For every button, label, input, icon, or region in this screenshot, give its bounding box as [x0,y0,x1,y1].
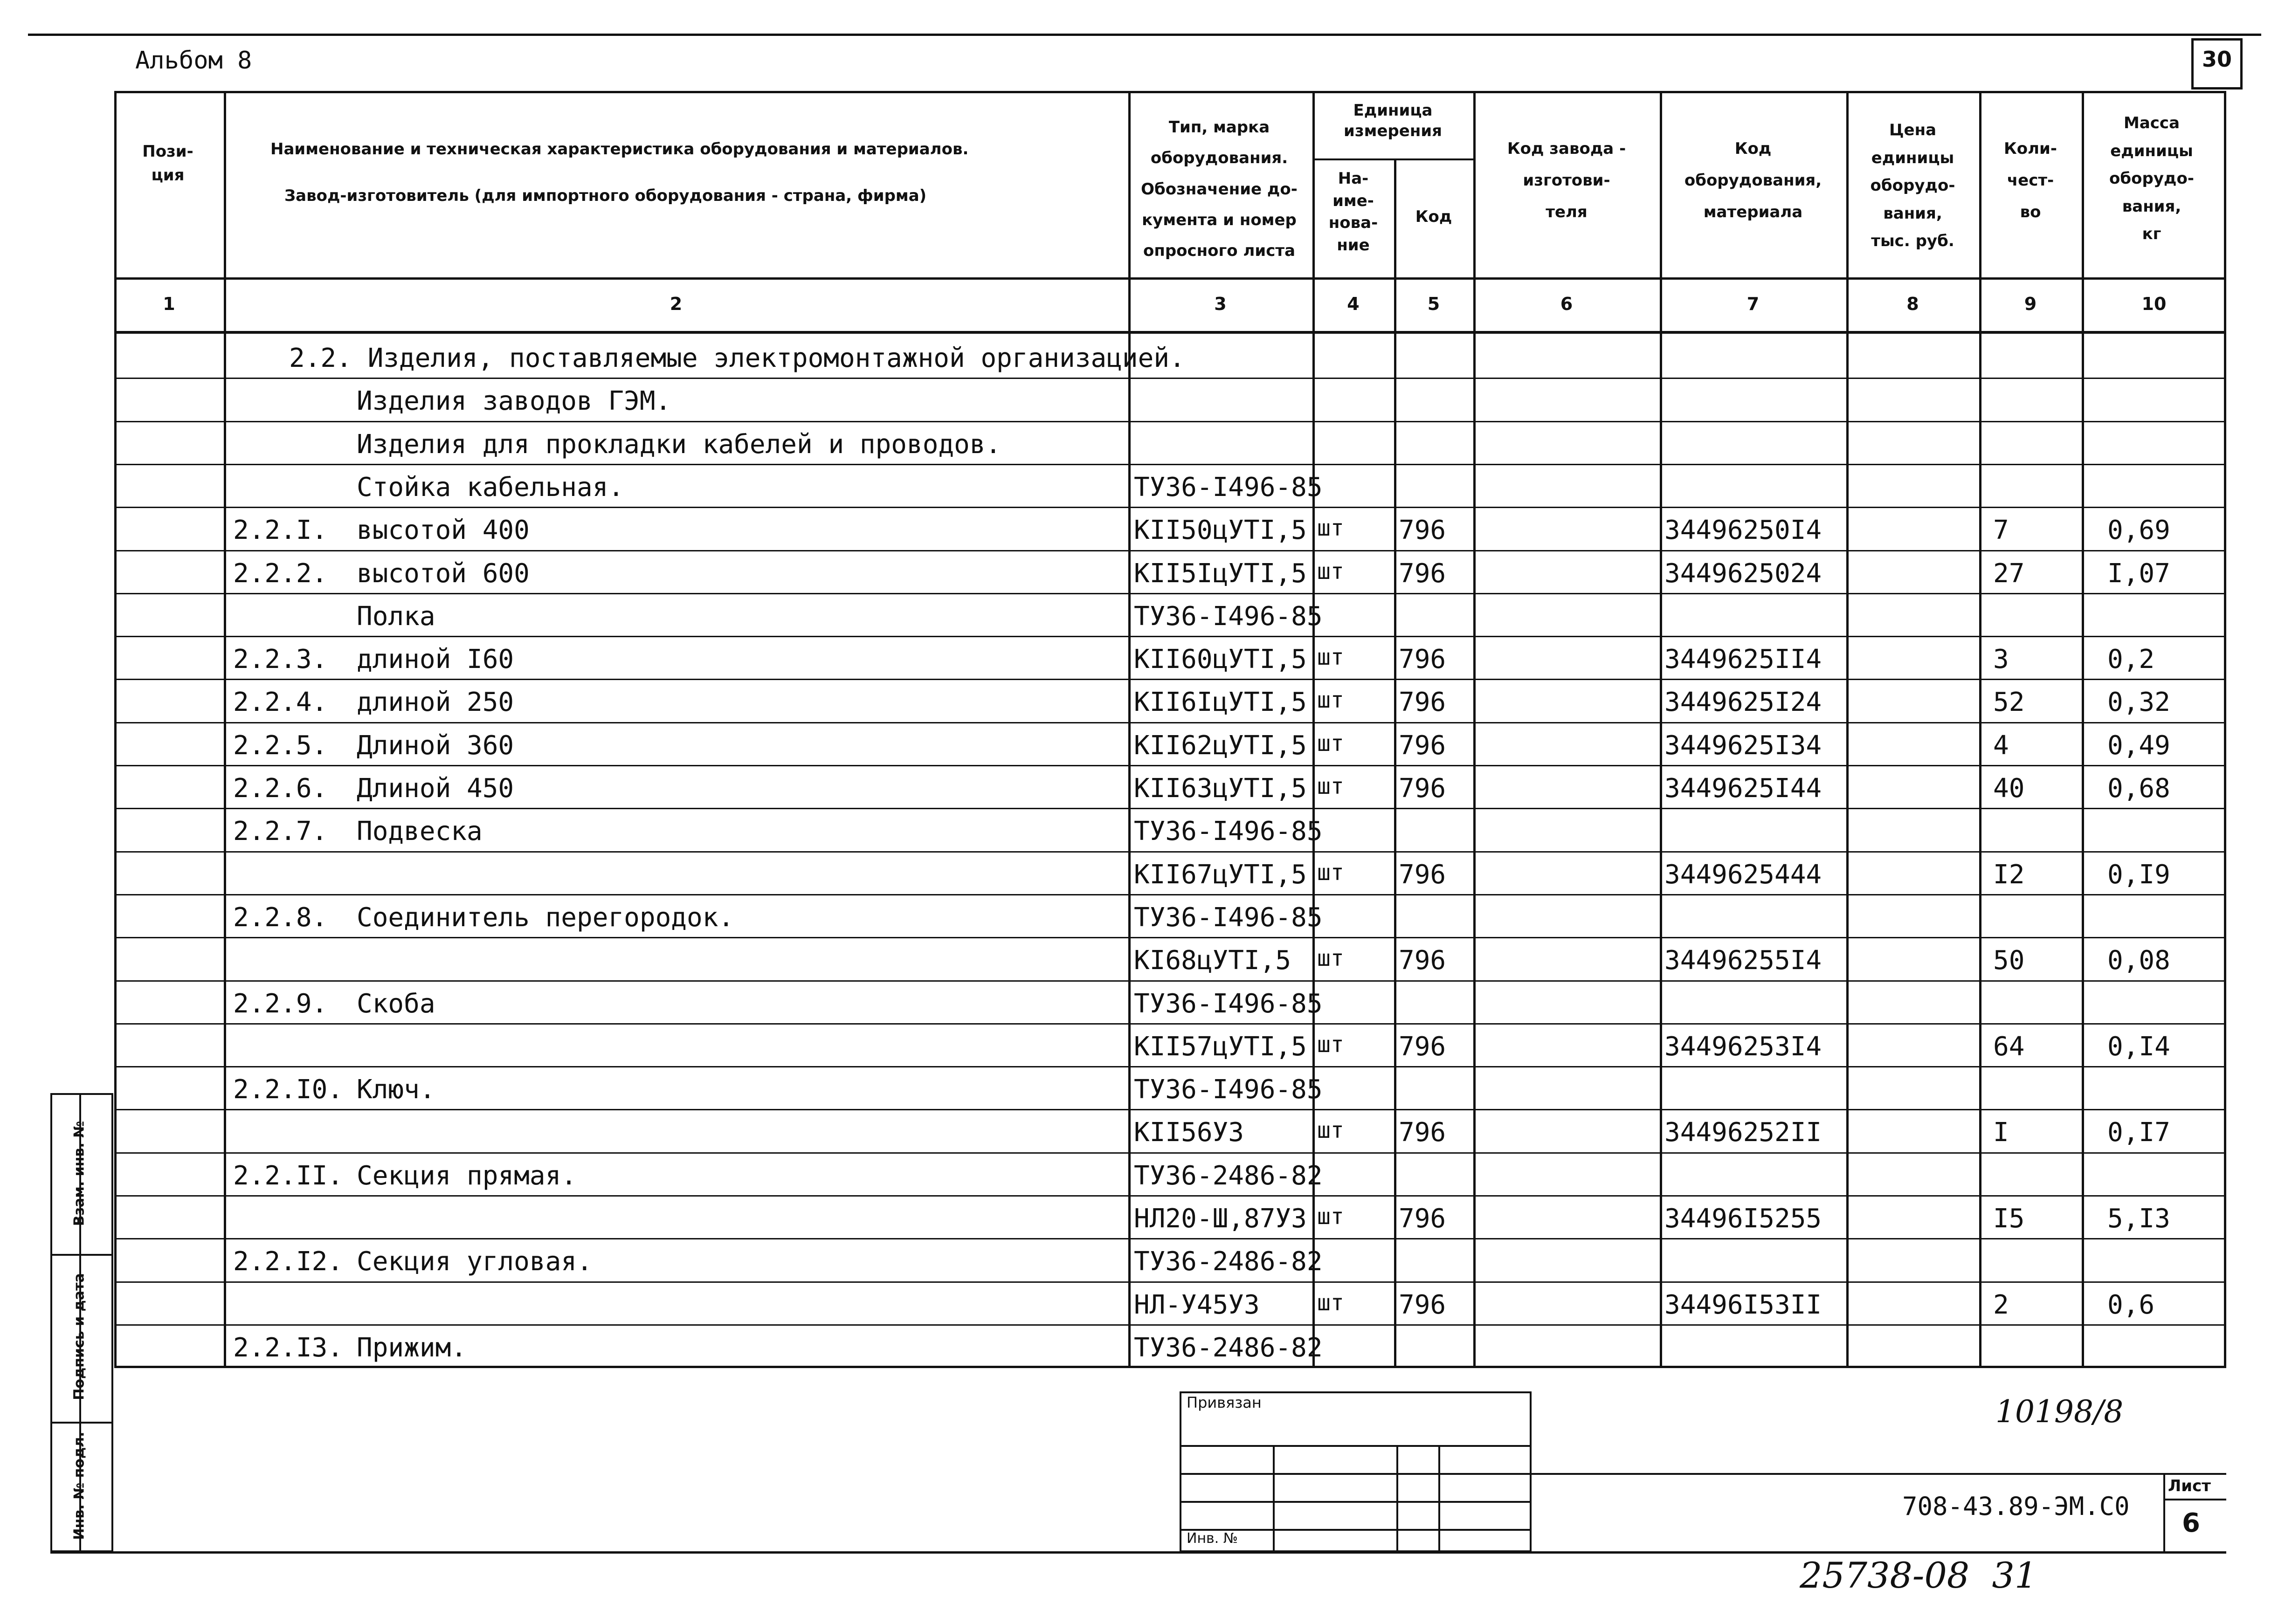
cell-unit: шт [1317,558,1344,585]
cell-type: КII50цУТI,5 [1134,515,1307,546]
cell-equipment-code: 3449625I24 [1664,687,1822,718]
cell-name: Длиной 360 [357,730,514,761]
row-line [114,1066,2226,1067]
column-divider [2082,91,2084,1368]
cell-name: Скоба [357,988,435,1019]
cell-unit: шт [1317,644,1344,671]
cell-type: ТУ36-I496-85 [1134,472,1323,502]
cell-unit-code: 796 [1399,859,1446,890]
cell-unit: шт [1317,730,1344,757]
cell-quantity: 64 [1993,1031,2025,1062]
page-number: 30 [2202,47,2232,72]
cell-type: КII5IцУТI,5 [1134,558,1307,589]
cell-equipment-code: 3449625444 [1664,859,1822,890]
col2-header-b: Завод-изготовитель (для импортного оборудования - страна, фирма) [284,186,927,205]
sheet-label: Лист [2168,1477,2211,1495]
cell-quantity: I5 [1993,1204,2025,1234]
cell-mass: 0,2 [2107,644,2155,675]
cell-quantity: 3 [1993,644,2009,675]
cell-type: ТУ36-I496-85 [1134,902,1323,933]
row-line [114,636,2226,637]
cell-equipment-code: 34496I53II [1664,1289,1822,1320]
column-divider [1979,91,1981,1368]
row-line [114,765,2226,766]
cell-name: высотой 400 [357,515,530,546]
row-line [114,593,2226,594]
column-number: 7 [1747,294,1760,314]
cell-type: ТУ36-2486-82 [1134,1332,1323,1363]
cell-quantity: 4 [1993,730,2009,761]
row-line [114,464,2226,465]
cell-pos: 2.2.II. [233,1160,344,1191]
cell-unit-code: 796 [1399,515,1446,546]
cell-type: КII57цУТI,5 [1134,1031,1307,1062]
col7-header: Код оборудования, материала [1684,139,1822,221]
cell-quantity: 52 [1993,687,2025,718]
cell-pos: 2.2.I. [233,515,328,546]
cell-unit-code: 796 [1399,558,1446,589]
cell-name: Соединитель перегородок. [357,902,734,933]
column-divider [1846,91,1849,1368]
side-vzam-inv: Взам. инв. № [71,1121,88,1226]
cell-unit: шт [1317,1204,1344,1230]
col9-header: Коли- чест- во [2004,139,2057,221]
footer-bottom-line [50,1551,2226,1554]
cell-unit-code: 796 [1399,730,1446,761]
col6-header: Код завода - изготови- теля [1507,139,1626,221]
cell-type: НЛ20-Ш,87У3 [1134,1204,1307,1234]
col1-header: Пози- ция [142,142,193,185]
header-bottom-line [114,277,2226,280]
top-border [28,34,2261,36]
cell-unit-code: 796 [1399,945,1446,976]
cell-equipment-code: 34496250I4 [1664,515,1822,546]
cell-type: КII67цУТI,5 [1134,859,1307,890]
cell-unit: шт [1317,1117,1344,1144]
col5-header: Код [1415,207,1452,226]
column-number: 1 [163,294,175,314]
cell-type: ТУ36-2486-82 [1134,1160,1323,1191]
handwritten-ref: 10198/8 [1995,1394,2124,1430]
privyazan-label: Привязан [1187,1394,1262,1411]
cell-mass: 0,I9 [2107,859,2170,890]
cell-type: ТУ36-I496-85 [1134,601,1323,632]
cell-unit: шт [1317,687,1344,714]
row-line [114,550,2226,551]
cell-quantity: 27 [1993,558,2025,589]
side-signature-date: Подпись и дата [71,1273,88,1400]
cell-name: Ключ. [357,1074,435,1105]
row-line [114,851,2226,853]
cell-quantity: 2 [1993,1289,2009,1320]
row-line [114,937,2226,938]
row-line [114,1152,2226,1154]
cell-name: Длиной 450 [357,773,514,804]
row-line [114,980,2226,982]
cell-unit-code: 796 [1399,687,1446,718]
row-line [114,1109,2226,1110]
cell-equipment-code: 3449625024 [1664,558,1822,589]
cell-unit: шт [1317,945,1344,972]
cell-mass: 5,I3 [2107,1204,2170,1234]
cell-unit-code: 796 [1399,1289,1446,1320]
cell-equipment-code: 3449625I44 [1664,773,1822,804]
cell-mass: 0,32 [2107,687,2170,718]
cell-type: КII62цУТI,5 [1134,730,1307,761]
column-number: 10 [2141,294,2167,314]
bottom-number: 25738-08 31 [1800,1555,2037,1596]
cell-pos: 2.2.4. [233,687,328,718]
cell-name: Подвеска [357,816,483,847]
cell-pos: 2.2.8. [233,902,328,933]
cell-quantity: 40 [1993,773,2025,804]
cell-unit-code: 796 [1399,773,1446,804]
cell-mass: 0,49 [2107,730,2170,761]
cell-type: НЛ-У45У3 [1134,1289,1260,1320]
cell-type: ТУ36-I496-85 [1134,1074,1323,1105]
cell-quantity: I [1993,1117,2009,1148]
cell-equipment-code: 34496253I4 [1664,1031,1822,1062]
cell-mass: 0,I4 [2107,1031,2170,1062]
column-number: 2 [670,294,683,314]
cell-type: ТУ36-I496-85 [1134,816,1323,847]
cell-name: длиной 250 [357,687,514,718]
cell-pos: 2.2.9. [233,988,328,1019]
cell-unit: шт [1317,515,1344,542]
column-divider [1473,91,1476,1368]
cell-unit: шт [1317,859,1344,886]
cell-quantity: 50 [1993,945,2025,976]
cell-type: КII63цУТI,5 [1134,773,1307,804]
cell-name: Стойка кабельная. [357,472,624,502]
cell-name: длиной I60 [357,644,514,675]
cell-equipment-code: 3449625II4 [1664,644,1822,675]
sheet-number: 6 [2182,1508,2200,1538]
cell-name: Полка [357,601,435,632]
row-line [114,1195,2226,1197]
cell-unit-code: 796 [1399,1117,1446,1148]
cell-type: ТУ36-2486-82 [1134,1246,1323,1277]
row-line [114,1238,2226,1239]
cell-equipment-code: 34496I5255 [1664,1204,1822,1234]
cell-type: КII60цУТI,5 [1134,644,1307,675]
column-divider [1128,91,1131,1368]
column-divider [1394,158,1396,1368]
cell-type: КI68цУТI,5 [1134,945,1291,976]
cell-mass: 0,69 [2107,515,2170,546]
cell-mass: I,07 [2107,558,2170,589]
col4-header: На- име- нова- ние [1328,169,1378,255]
cell-equipment-code: 34496252II [1664,1117,1822,1148]
numbers-bottom-line [114,331,2226,334]
cell-quantity: 7 [1993,515,2009,546]
cell-type: КII6IцУТI,5 [1134,687,1307,718]
row-line [114,1023,2226,1025]
row-line [114,421,2226,422]
cell-unit-code: 796 [1399,644,1446,675]
cell-pos: 2.2.7. [233,816,328,847]
cell-unit: шт [1317,1031,1344,1058]
cell-pos: 2.2.3. [233,644,328,675]
cell-pos: 2.2.5. [233,730,328,761]
column-divider [224,91,226,1368]
row-line [114,507,2226,508]
col10-header: Масса единицы оборудо- вания, кг [2109,114,2194,243]
cell-equipment-code: 34496255I4 [1664,945,1822,976]
col2-header-a: Наименование и техническая характеристика оборудования и материалов. [270,140,969,158]
column-number: 5 [1427,294,1440,314]
cell-unit-code: 796 [1399,1031,1446,1062]
column-number: 8 [1906,294,1919,314]
cell-name: Изделия заводов ГЭМ. [357,386,671,417]
cell-mass: 0,68 [2107,773,2170,804]
column-number: 3 [1214,294,1227,314]
cell-pos: 2.2.2. [233,558,328,589]
cell-unit-code: 796 [1399,1204,1446,1234]
cell-type: ТУ36-I496-85 [1134,988,1323,1019]
column-number: 9 [2024,294,2037,314]
unit-subheader-line [1312,158,1473,160]
cell-mass: 0,08 [2107,945,2170,976]
cell-pos: 2.2.I0. [233,1074,344,1105]
row-line [114,722,2226,723]
album-label: Альбом 8 [135,47,252,75]
inv-label: Инв. № [1187,1530,1238,1547]
unit-group-header: Единица измерения [1344,101,1442,141]
side-inv-podl: Инв. № подл. [71,1431,88,1540]
cell-name: Изделия для прокладки кабелей и проводов. [357,429,1001,460]
cell-name: Секция угловая. [357,1246,593,1277]
column-number: 4 [1347,294,1360,314]
cell-mass: 0,I7 [2107,1117,2170,1148]
col3-header: Тип, марка оборудования. Обозначение до- кумента и номер опросного листа [1141,118,1298,261]
cell-name: высотой 600 [357,558,530,589]
cell-quantity: I2 [1993,859,2025,890]
row-line [114,1281,2226,1283]
privyazan-box [1180,1391,1532,1552]
cell-unit: шт [1317,773,1344,799]
row-line [114,808,2226,809]
cell-type: КII56У3 [1134,1117,1244,1148]
cell-equipment-code: 3449625I34 [1664,730,1822,761]
cell-mass: 0,6 [2107,1289,2155,1320]
cell-name: 2.2. Изделия, поставляемые электромонтажной организацией. [289,343,1185,373]
row-line [114,1324,2226,1326]
cell-pos: 2.2.6. [233,773,328,804]
doc-code: 708-43.89-ЭМ.С0 [1902,1492,2130,1521]
column-divider [1660,91,1662,1368]
row-line [114,894,2226,895]
cell-pos: 2.2.I2. [233,1246,344,1277]
cell-unit: шт [1317,1289,1344,1316]
cell-name: Прижим. [357,1332,467,1363]
cell-pos: 2.2.I3. [233,1332,344,1363]
col8-header: Цена единицы оборудо- вания, тыс. руб. [1870,121,1955,250]
cell-name: Секция прямая. [357,1160,577,1191]
row-line [114,378,2226,379]
row-line [114,679,2226,680]
column-number: 6 [1560,294,1573,314]
